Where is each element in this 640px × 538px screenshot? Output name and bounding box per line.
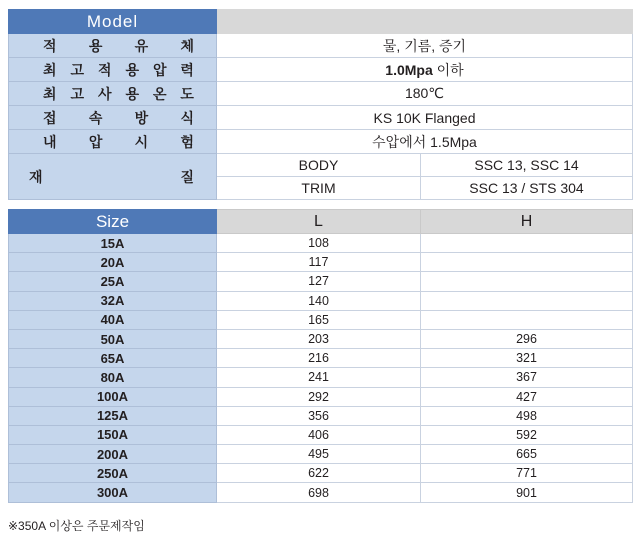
l-value-cell: 108 — [217, 234, 421, 253]
spec-header-blank — [217, 10, 633, 34]
size-cell: 250A — [9, 464, 217, 483]
size-cell: 100A — [9, 387, 217, 406]
label-char: 고 — [70, 61, 85, 78]
label-char: 용 — [88, 37, 103, 54]
l-value-cell: 495 — [217, 445, 421, 464]
l-value-cell: 203 — [217, 329, 421, 348]
size-row — [9, 406, 633, 425]
label-char: 용 — [125, 85, 139, 102]
spec-label — [9, 106, 217, 130]
size-row — [9, 272, 633, 291]
label-char: 식 — [180, 109, 194, 126]
l-value-cell: 127 — [217, 272, 421, 291]
size-row — [9, 368, 633, 387]
material-part: TRIM — [217, 177, 421, 200]
size-cell: 40A — [9, 310, 217, 329]
size-cell: 150A — [9, 425, 217, 444]
label-char: 력 — [180, 61, 194, 78]
h-value-cell — [421, 253, 633, 272]
h-value-cell: 665 — [421, 445, 633, 464]
spec-label — [9, 82, 217, 106]
h-value-cell: 296 — [421, 329, 633, 348]
h-value-cell — [421, 291, 633, 310]
label-char: 고 — [70, 85, 85, 102]
label-char: 시 — [134, 133, 149, 150]
label-char: 적 — [43, 37, 57, 54]
size-row — [9, 291, 633, 310]
label-char: 압 — [152, 61, 167, 78]
size-cell: 20A — [9, 253, 217, 272]
size-cell: 25A — [9, 272, 217, 291]
spec-value: 180℃ — [217, 82, 633, 106]
size-cell: 80A — [9, 368, 217, 387]
size-cell: 300A — [9, 483, 217, 502]
h-value-cell: 592 — [421, 425, 633, 444]
l-column-header: L — [217, 210, 421, 234]
label-char: 내 — [43, 133, 57, 150]
spec-value — [217, 58, 633, 82]
spec-row — [9, 34, 633, 58]
size-column-header: Size — [9, 210, 217, 234]
label-char: 속 — [88, 109, 103, 126]
size-row — [9, 483, 633, 502]
size-cell: 125A — [9, 406, 217, 425]
material-value: SSC 13 / STS 304 — [421, 177, 633, 200]
l-value-cell: 356 — [217, 406, 421, 425]
size-row — [9, 387, 633, 406]
material-value: SSC 13, SSC 14 — [421, 154, 633, 177]
label-char: 최 — [43, 85, 57, 102]
size-row — [9, 425, 633, 444]
size-cell: 32A — [9, 291, 217, 310]
label-char: 온 — [152, 85, 167, 102]
material-label — [9, 154, 217, 200]
label-char: 사 — [97, 85, 112, 102]
size-row — [9, 464, 633, 483]
spec-value-bold: 1.0Mpa — [385, 61, 433, 78]
footnote: ※350A 이상은 주문제작임 — [8, 519, 145, 533]
label-char: 체 — [180, 37, 194, 54]
size-table — [8, 209, 633, 503]
size-row — [9, 329, 633, 348]
size-cell: 65A — [9, 349, 217, 368]
spec-table — [8, 9, 633, 200]
material-row — [9, 154, 633, 177]
l-value-cell: 216 — [217, 349, 421, 368]
spec-header: Model — [9, 10, 217, 34]
h-value-cell: 498 — [421, 406, 633, 425]
l-value-cell: 165 — [217, 310, 421, 329]
spec-row — [9, 58, 633, 82]
spec-value: 수압에서 1.5Mpa — [217, 130, 633, 154]
label-char: 적 — [97, 61, 112, 78]
label-char: 방 — [134, 109, 149, 126]
size-row — [9, 310, 633, 329]
h-column-header: H — [421, 210, 633, 234]
size-cell: 15A — [9, 234, 217, 253]
l-value-cell: 140 — [217, 291, 421, 310]
l-value-cell: 292 — [217, 387, 421, 406]
h-value-cell: 367 — [421, 368, 633, 387]
spec-label — [9, 58, 217, 82]
l-value-cell: 698 — [217, 483, 421, 502]
spec-value: KS 10K Flanged — [217, 106, 633, 130]
h-value-cell — [421, 272, 633, 291]
l-value-cell: 241 — [217, 368, 421, 387]
size-row — [9, 445, 633, 464]
h-value-cell: 427 — [421, 387, 633, 406]
size-row — [9, 234, 633, 253]
spec-value: 물, 기름, 증기 — [217, 34, 633, 58]
label-char: 유 — [134, 37, 149, 54]
spec-value-rest: 이하 — [432, 61, 464, 78]
label-char: 압 — [88, 133, 103, 150]
h-value-cell: 321 — [421, 349, 633, 368]
size-row — [9, 253, 633, 272]
l-value-cell: 117 — [217, 253, 421, 272]
h-value-cell — [421, 234, 633, 253]
label-char: 용 — [125, 61, 139, 78]
material-part: BODY — [217, 154, 421, 177]
label-char: 도 — [180, 85, 194, 102]
label-char: 최 — [43, 61, 57, 78]
l-value-cell: 406 — [217, 425, 421, 444]
h-value-cell: 771 — [421, 464, 633, 483]
size-row — [9, 349, 633, 368]
h-value-cell: 901 — [421, 483, 633, 502]
spec-row — [9, 106, 633, 130]
l-value-cell: 622 — [217, 464, 421, 483]
size-cell: 200A — [9, 445, 217, 464]
label-char: 질 — [180, 168, 194, 185]
label-char: 험 — [180, 133, 194, 150]
label-char: 재 — [29, 168, 43, 185]
spec-label — [9, 34, 217, 58]
spec-row — [9, 130, 633, 154]
spec-row — [9, 82, 633, 106]
spec-label — [9, 130, 217, 154]
h-value-cell — [421, 310, 633, 329]
size-cell: 50A — [9, 329, 217, 348]
label-char: 접 — [43, 109, 57, 126]
